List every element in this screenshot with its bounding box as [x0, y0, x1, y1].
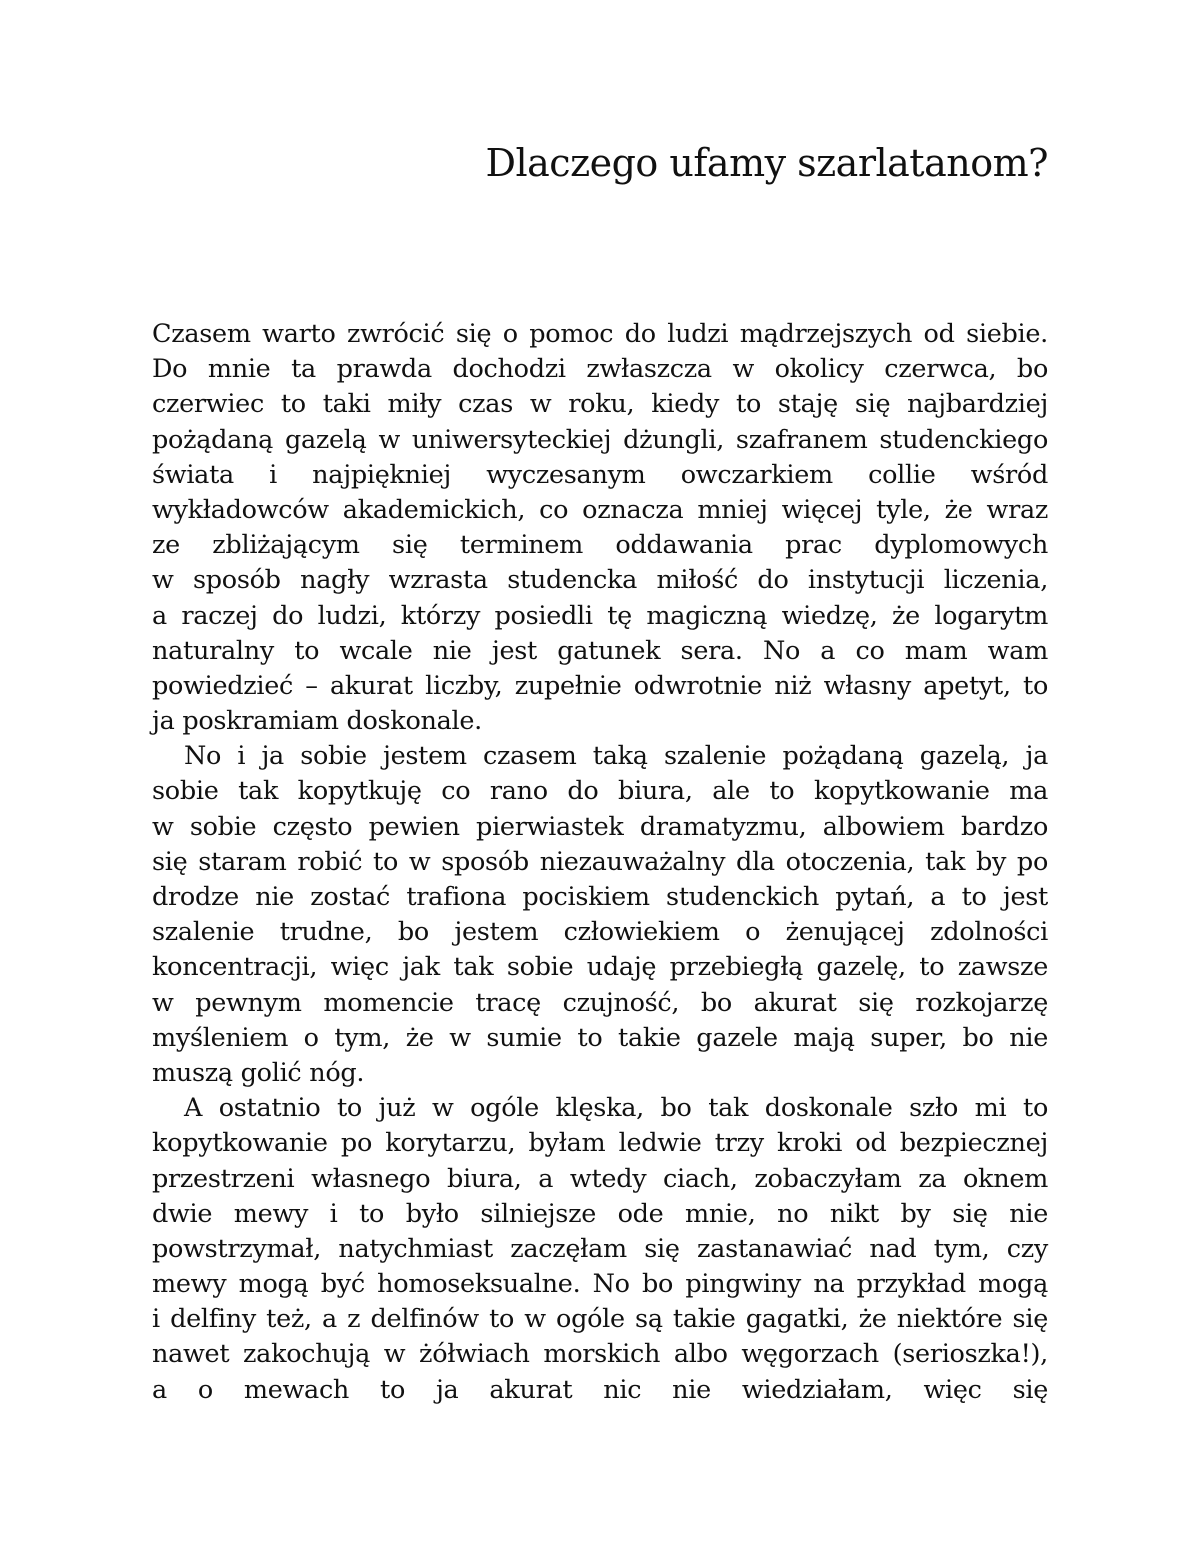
- paragraph-3: [152, 1091, 1048, 1408]
- text-line: przestrzeni własnego biura, a wtedy ciach, zobaczyłam za oknem: [152, 1163, 1048, 1194]
- text-line: mewy mogą być homoseksualne. No bo pingwiny na przykład mogą: [152, 1269, 1048, 1300]
- text-line: Do mnie ta prawda dochodzi zwłaszcza w okolicy czerwca, bo: [152, 354, 1048, 385]
- text-line: drodze nie zostać trafiona pociskiem studenckich pytań, a to jest: [152, 882, 1048, 912]
- text-line: i delfiny też, a z delfinów to w ogóle są takie gagatki, że niektóre się: [152, 1304, 1048, 1335]
- text-line: w sobie często pewien pierwiastek dramatyzmu, albowiem bardzo: [152, 811, 1048, 842]
- paragraph-2: [152, 739, 1048, 1091]
- text-line: a raczej do ludzi, którzy posiedli tę magiczną wiedzę, że logarytm: [152, 600, 1048, 631]
- text-line: dwie mewy i to było silniejsze ode mnie, no nikt by się nie: [152, 1198, 1048, 1229]
- text-line: koncentracji, więc jak tak sobie udaję przebiegłą gazelę, to zawsze: [152, 952, 1048, 983]
- body-text: [152, 317, 1048, 1408]
- text-line: A ostatnio to już w ogóle klęska, bo tak doskonale szło mi to: [184, 1093, 1048, 1124]
- paragraph-1: [152, 317, 1048, 739]
- text-line: naturalny to wcale nie jest gatunek sera. No a co mam wam: [152, 635, 1048, 666]
- text-line: nawet zakochują w żółwiach morskich albo węgorzach (serioszka!),: [152, 1339, 1048, 1370]
- text-line: sobie tak kopytkuję co rano do biura, ale to kopytkowanie ma: [152, 776, 1048, 807]
- text-line: a o mewach to ja akurat nic nie wiedziałam, więc się: [152, 1374, 1048, 1405]
- text-line: ja poskramiam doskonale.: [152, 706, 482, 737]
- text-line: myśleniem o tym, że w sumie to takie gazele mają super, bo nie: [152, 1022, 1048, 1053]
- text-line: się staram robić to w sposób niezauważalny dla otoczenia, tak by po: [152, 846, 1048, 877]
- text-line: w pewnym momencie tracę czujność, bo akurat się rozkojarzę: [152, 987, 1048, 1018]
- text-line: No i ja sobie jestem czasem taką szalenie pożądaną gazelą, ja: [184, 741, 1048, 772]
- text-line: powiedzieć – akurat liczby, zupełnie odwrotnie niż własny apetyt, to: [152, 670, 1048, 701]
- text-line: świata i najpiękniej wyczesanym owczarkiem collie wśród: [152, 459, 1048, 490]
- text-line: szalenie trudne, bo jestem człowiekiem o żenującej zdolności: [152, 917, 1048, 948]
- text-line: ze zbliżającym się terminem oddawania prac dyplomowych: [152, 530, 1048, 561]
- text-line: w sposób nagły wzrasta studencka miłość do instytucji liczenia,: [152, 565, 1048, 596]
- text-line: Czasem warto zwrócić się o pomoc do ludzi mądrzejszych od siebie.: [152, 319, 1048, 349]
- text-line: wykładowców akademickich, co oznacza mniej więcej tyle, że wraz: [152, 494, 1048, 525]
- page-title: Dlaczego ufamy szarlatanom?: [485, 141, 1048, 185]
- text-line: muszą golić nóg.: [152, 1057, 365, 1088]
- text-line: kopytkowanie po korytarzu, byłam ledwie trzy kroki od bezpiecznej: [152, 1128, 1048, 1159]
- text-line: pożądaną gazelą w uniwersyteckiej dżungli, szafranem studenckiego: [152, 424, 1048, 455]
- text-line: czerwiec to taki miły czas w roku, kiedy to staję się najbardziej: [152, 389, 1048, 420]
- text-line: powstrzymał, natychmiast zaczęłam się zastanawiać nad tym, czy: [152, 1233, 1048, 1264]
